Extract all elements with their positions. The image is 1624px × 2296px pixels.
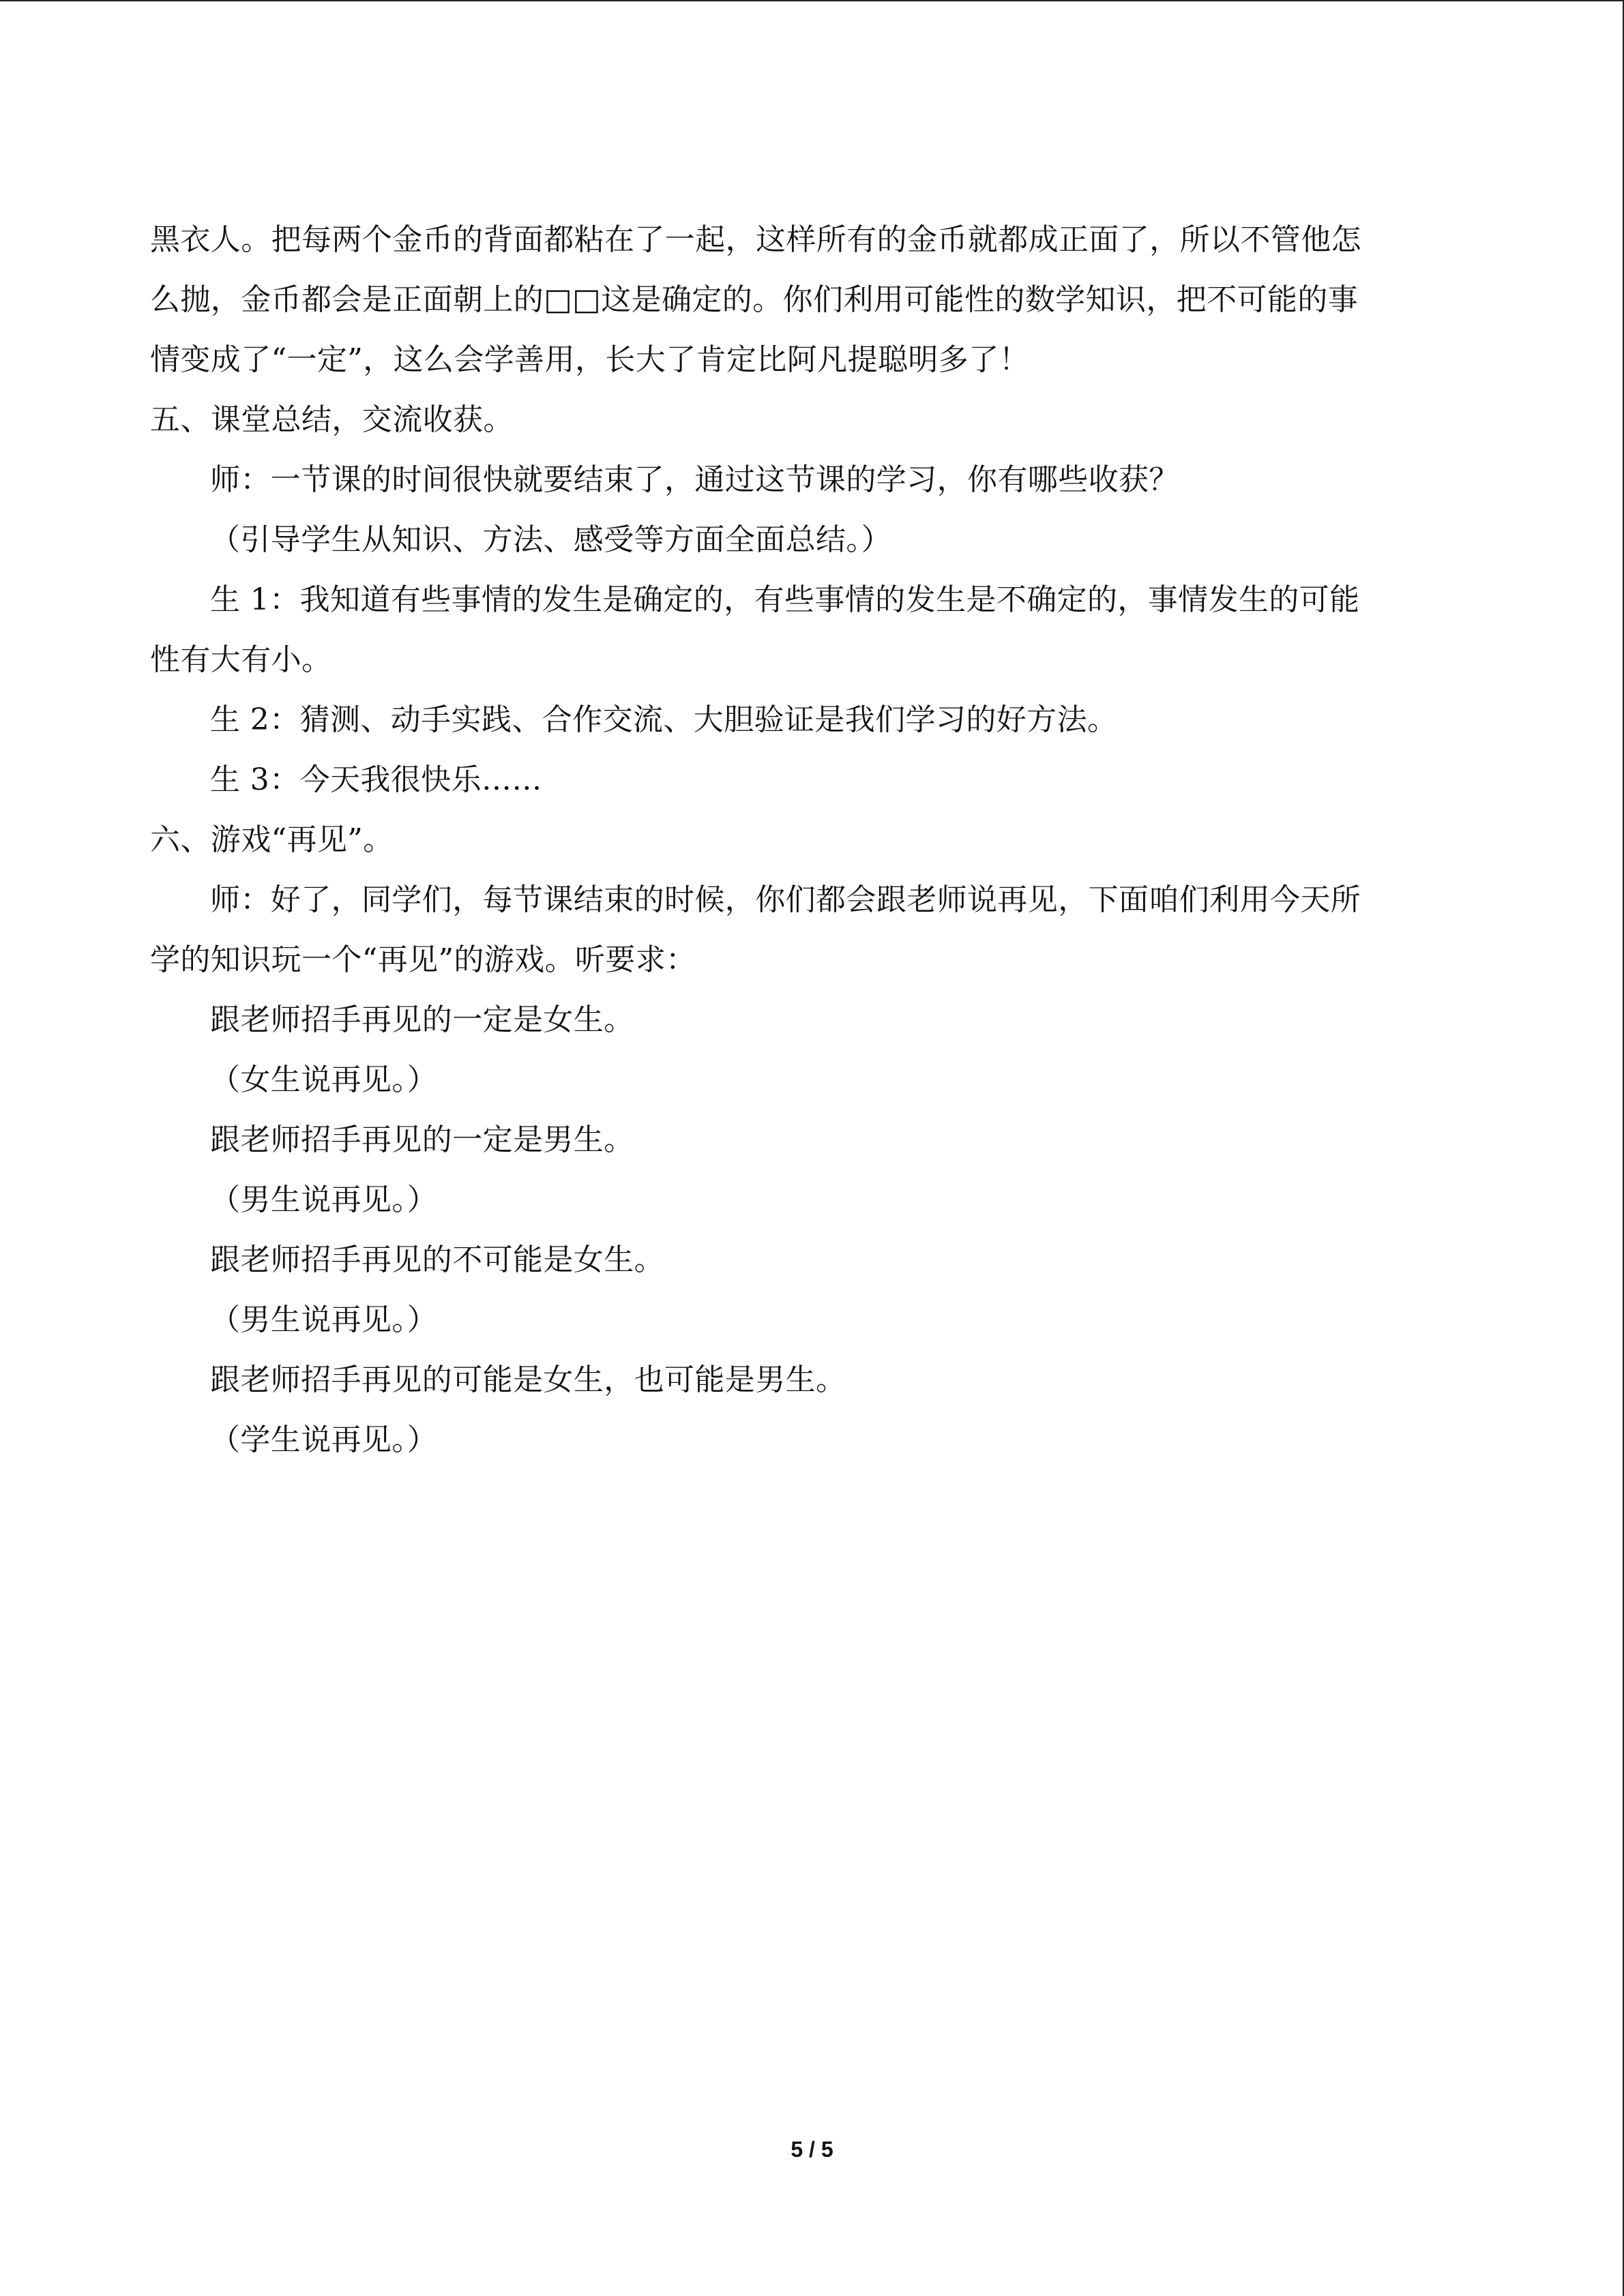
paragraph-line: （引导学生从知识、方法、感受等方面全面总结。） — [210, 522, 892, 557]
paragraph-line: （女生说再见。） — [210, 1062, 438, 1097]
paragraph-line: 生 3：今天我很快乐…… — [210, 762, 542, 797]
paragraph-line: （男生说再见。） — [210, 1302, 438, 1337]
paragraph-line: 情变成了“一定”，这么会学善用，长大了肯定比阿凡提聪明多了！ — [150, 342, 1029, 377]
paragraph-line: （学生说再见。） — [210, 1422, 438, 1457]
page-body — [150, 210, 1464, 1470]
paragraph-line: 跟老师招手再见的不可能是女生。 — [210, 1242, 664, 1277]
paragraph-line: 生 2：猜测、动手实践、合作交流、大胆验证是我们学习的好方法。 — [210, 702, 1118, 737]
paragraph-line: 跟老师招手再见的一定是男生。 — [210, 1122, 634, 1157]
paragraph-line: 生 1：我知道有些事情的发生是确定的，有些事情的发生是不确定的，事情发生的可能 — [210, 582, 1360, 617]
paragraph-line: 性有大有小。 — [150, 642, 332, 677]
section-heading: 六、游戏“再见”。 — [150, 822, 394, 857]
paragraph-line: 跟老师招手再见的可能是女生，也可能是男生。 — [210, 1362, 846, 1397]
page-number: 5 / 5 — [791, 2137, 833, 2162]
section-heading: 五、课堂总结，交流收获。 — [150, 402, 514, 437]
paragraph-line: 学的知识玩一个“再见”的游戏。听要求： — [150, 942, 696, 977]
paragraph-line: （男生说再见。） — [210, 1182, 438, 1217]
paragraph-line: 师：一节课的时间很快就要结束了，通过这节课的学习，你有哪些收获？ — [210, 462, 1179, 497]
paragraph-line: 师：好了，同学们，每节课结束的时候，你们都会跟老师说再见，下面咱们利用今天所 — [210, 882, 1361, 917]
paragraph-line: 黑衣人。把每两个金币的背面都粘在了一起，这样所有的金币就都成正面了，所以不管他怎 — [150, 222, 1361, 257]
paragraph-line: 跟老师招手再见的一定是女生。 — [210, 1002, 634, 1037]
paragraph-line: 么抛，金币都会是正面朝上的□□这是确定的。你们利用可能性的数学知识，把不可能的事 — [150, 282, 1359, 317]
